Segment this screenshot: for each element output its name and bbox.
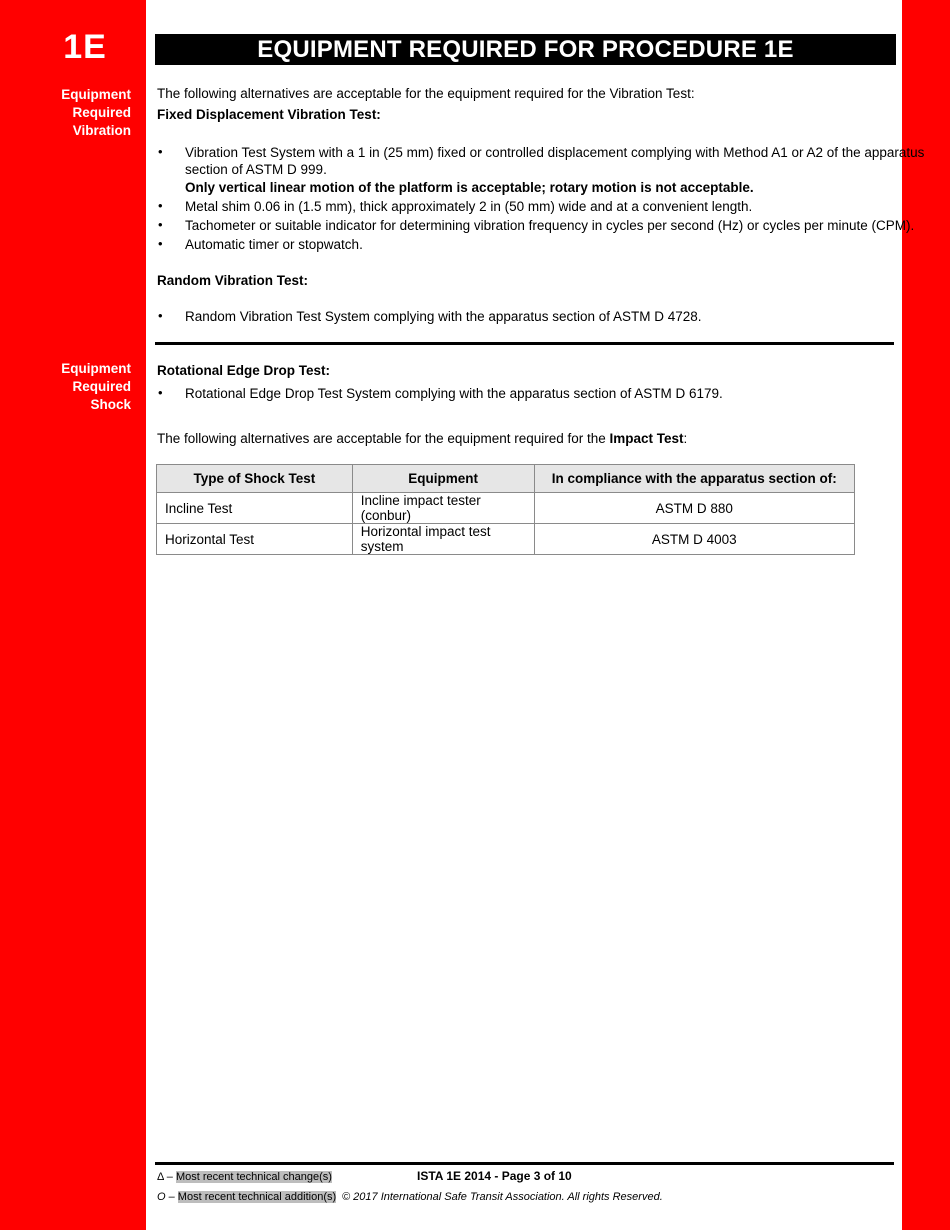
page-title: EQUIPMENT REQUIRED FOR PROCEDURE 1E — [155, 34, 896, 65]
cell-type: Incline Test — [157, 493, 353, 524]
copyright-notice: © 2017 International Safe Transit Association. All rights Reserved. — [342, 1191, 663, 1203]
left-red-bar — [0, 0, 146, 1230]
footer-addition-legend: O – Most recent technical addition(s) — [157, 1191, 337, 1203]
vibration-intro: The following alternatives are acceptable for the equipment required for the Vibration Test: — [157, 86, 695, 101]
bullet-icon: • — [158, 144, 163, 159]
fixed-item-1-line-1: Vibration Test System with a 1 in (25 mm) fixed or controlled displacement complying with Method A1 or A2 of the apparatus — [185, 145, 925, 160]
fixed-item-4: Automatic timer or stopwatch. — [185, 237, 363, 252]
fixed-displacement-heading: Fixed Displacement Vibration Test: — [157, 107, 381, 122]
table-row — [157, 524, 855, 555]
cell-compliance: ASTM D 4003 — [534, 524, 855, 555]
bullet-icon: • — [158, 217, 163, 232]
column-header-equipment: Equipment — [352, 465, 534, 493]
table-header-row — [157, 465, 855, 493]
cell-equipment: Horizontal impact test system — [352, 524, 534, 555]
side-label-vibration: Equipment Required Vibration — [61, 87, 131, 138]
cell-equipment: Incline impact tester (conbur) — [352, 493, 534, 524]
column-header-compliance: In compliance with the apparatus section of: — [534, 465, 855, 493]
bullet-icon: • — [158, 236, 163, 251]
footer-divider — [155, 1162, 894, 1165]
fixed-item-3: Tachometer or suitable indicator for determining vibration frequency in cycles per second (Hz) or cycles per minute (CPM). — [185, 218, 915, 233]
footer-change-legend: Δ – Most recent technical change(s) — [157, 1171, 332, 1183]
delta-icon: Δ – — [157, 1171, 173, 1183]
cell-compliance: ASTM D 880 — [534, 493, 855, 524]
fixed-item-2: Metal shim 0.06 in (1.5 mm), thick approximately 2 in (50 mm) wide and at a convenient length. — [185, 199, 753, 214]
impact-intro: The following alternatives are acceptable for the equipment required for the Impact Test: — [157, 431, 688, 446]
procedure-code: 1E — [63, 28, 107, 66]
cell-type: Horizontal Test — [157, 524, 353, 555]
random-vibration-heading: Random Vibration Test: — [157, 273, 309, 288]
bullet-icon: • — [158, 198, 163, 213]
shock-test-table — [156, 464, 855, 555]
table-row — [157, 493, 855, 524]
page-number: ISTA 1E 2014 - Page 3 of 10 — [417, 1169, 572, 1183]
side-label-shock: Equipment Required Shock — [61, 361, 131, 412]
bullet-icon: • — [158, 385, 163, 400]
fixed-item-1-line-2: section of ASTM D 999. — [185, 162, 327, 177]
rotational-item-1: Rotational Edge Drop Test System complying with the apparatus section of ASTM D 6179. — [185, 386, 723, 401]
bullet-icon: • — [158, 308, 163, 323]
column-header-type: Type of Shock Test — [157, 465, 353, 493]
rotational-edge-drop-heading: Rotational Edge Drop Test: — [157, 363, 331, 378]
fixed-item-1-note: Only vertical linear motion of the platform is acceptable; rotary motion is not acceptable. — [185, 180, 754, 195]
random-item-1: Random Vibration Test System complying with the apparatus section of ASTM D 4728. — [185, 309, 702, 324]
right-red-bar — [902, 0, 950, 1230]
section-divider — [155, 342, 894, 345]
